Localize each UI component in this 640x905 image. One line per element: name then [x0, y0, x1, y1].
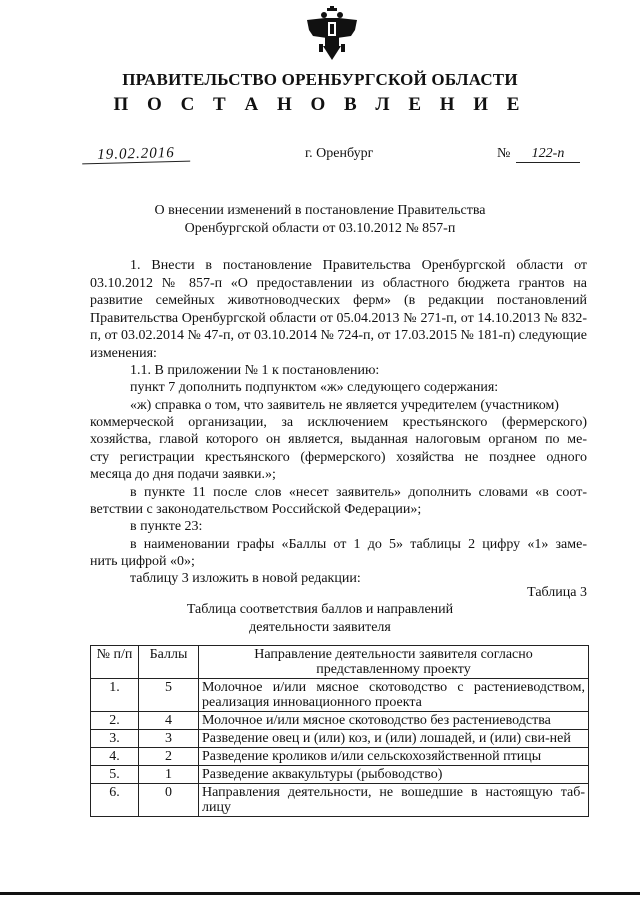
- row-points: 2: [139, 748, 199, 766]
- row-points: 1: [139, 766, 199, 784]
- table-label: Таблица 3: [527, 585, 587, 600]
- document-title: [0, 202, 640, 238]
- table-header-row: [91, 646, 589, 679]
- table-row: [91, 712, 589, 730]
- document-date: 19.02.2016: [82, 145, 190, 165]
- table-title-line-2: деятельности заявителя: [249, 620, 391, 635]
- line-point-7: пункт 7 дополнить подпунктом «ж» следующего содержания:: [130, 380, 499, 395]
- row-num: 3.: [91, 730, 139, 748]
- table-row: [91, 748, 589, 766]
- line-zh-5: месяца до дня подачи заявки.»;: [90, 467, 276, 482]
- row-points: 5: [139, 679, 199, 712]
- row-direction: Молочное и/или мясное скотоводство без растениеводства: [199, 712, 589, 730]
- row-direction: Разведение аквакультуры (рыбоводство): [199, 766, 589, 784]
- row-num: 5.: [91, 766, 139, 784]
- row-direction: Направления деятельности, не вошедшие в настоящую таб-лицу: [199, 784, 589, 817]
- bottom-rule: [0, 892, 640, 895]
- line-zh-2: коммерческой организации, за исключением крестьянского (фермерского): [90, 415, 587, 430]
- paragraph-1: 1. Внести в постановление Правительства Оренбургской области от 03.10.2012 № 857-п «О предоставлении из областного бюджета грантов на развитие семейных животноводческих ферм» (в редакции постановлений Правительства Оренбургской области от 05.04.2013 № 271-п, от 14.10.2013 № 832-п, от 03.02.2014 № 47-п, от 03.10.2014 № 724-п, от 17.03.2015 № 181-п) следующие изменения:: [90, 258, 587, 361]
- row-num: 6.: [91, 784, 139, 817]
- table-title: [0, 601, 640, 637]
- line-column-1: в наименовании графы «Баллы от 1 до 5» таблицы 2 цифру «1» заме-: [130, 537, 587, 552]
- header-points: Баллы: [139, 646, 199, 679]
- line-column-2: нить цифрой «0»;: [90, 554, 195, 569]
- table-row: [91, 766, 589, 784]
- government-name: ПРАВИТЕЛЬСТВО ОРЕНБУРГСКОЙ ОБЛАСТИ: [122, 70, 518, 89]
- title-line-1: О внесении изменений в постановление Правительства: [154, 203, 486, 218]
- line-point-11-1: в пункте 11 после слов «несет заявитель» дополнить словами «в соот-: [130, 485, 587, 500]
- row-direction: Разведение овец и (или) коз, и (или) лошадей, и (или) сви-ней: [199, 730, 589, 748]
- table-row: [91, 730, 589, 748]
- line-zh-3: хозяйства, главой которого он является, выданная налоговым органом по ме-: [90, 432, 587, 447]
- coat-of-arms-icon: [303, 6, 361, 64]
- table-row: [91, 784, 589, 817]
- line-table-3: таблицу 3 изложить в новой редакции:: [130, 571, 361, 586]
- row-points: 3: [139, 730, 199, 748]
- header-num: № п/п: [91, 646, 139, 679]
- table-row: [91, 679, 589, 712]
- line-point-11-2: ветствии с законодательством Российской Федерации»;: [90, 502, 422, 517]
- line-zh-4: сту регистрации крестьянского (фермерского) хозяйства не позднее одного: [90, 450, 587, 465]
- points-table: [90, 645, 589, 817]
- document-type: П О С Т А Н О В Л Е Н И Е: [113, 94, 527, 115]
- row-direction: Молочное и/или мясное скотоводство с растениеводством, реализация инновационного проекта: [199, 679, 589, 712]
- line-1-1: 1.1. В приложении № 1 к постановлению:: [130, 363, 380, 378]
- number-label: №: [497, 146, 511, 161]
- row-num: 2.: [91, 712, 139, 730]
- document-number: 122-п: [516, 146, 580, 163]
- title-line-2: Оренбургской области от 03.10.2012 № 857-п: [184, 221, 456, 236]
- row-points: 0: [139, 784, 199, 817]
- header-direction: Направление деятельности заявителя согласно представленному проекту: [199, 646, 589, 679]
- line-zh-1: «ж) справка о том, что заявитель не является учредителем (участником): [130, 398, 559, 413]
- document-city: г. Оренбург: [305, 146, 374, 161]
- coat-of-arms-emblem: [303, 6, 361, 64]
- row-points: 4: [139, 712, 199, 730]
- table-title-line-1: Таблица соответствия баллов и направлений: [186, 602, 454, 617]
- row-direction: Разведение кроликов и/или сельскохозяйственной птицы: [199, 748, 589, 766]
- row-num: 1.: [91, 679, 139, 712]
- line-point-23: в пункте 23:: [130, 519, 203, 534]
- row-num: 4.: [91, 748, 139, 766]
